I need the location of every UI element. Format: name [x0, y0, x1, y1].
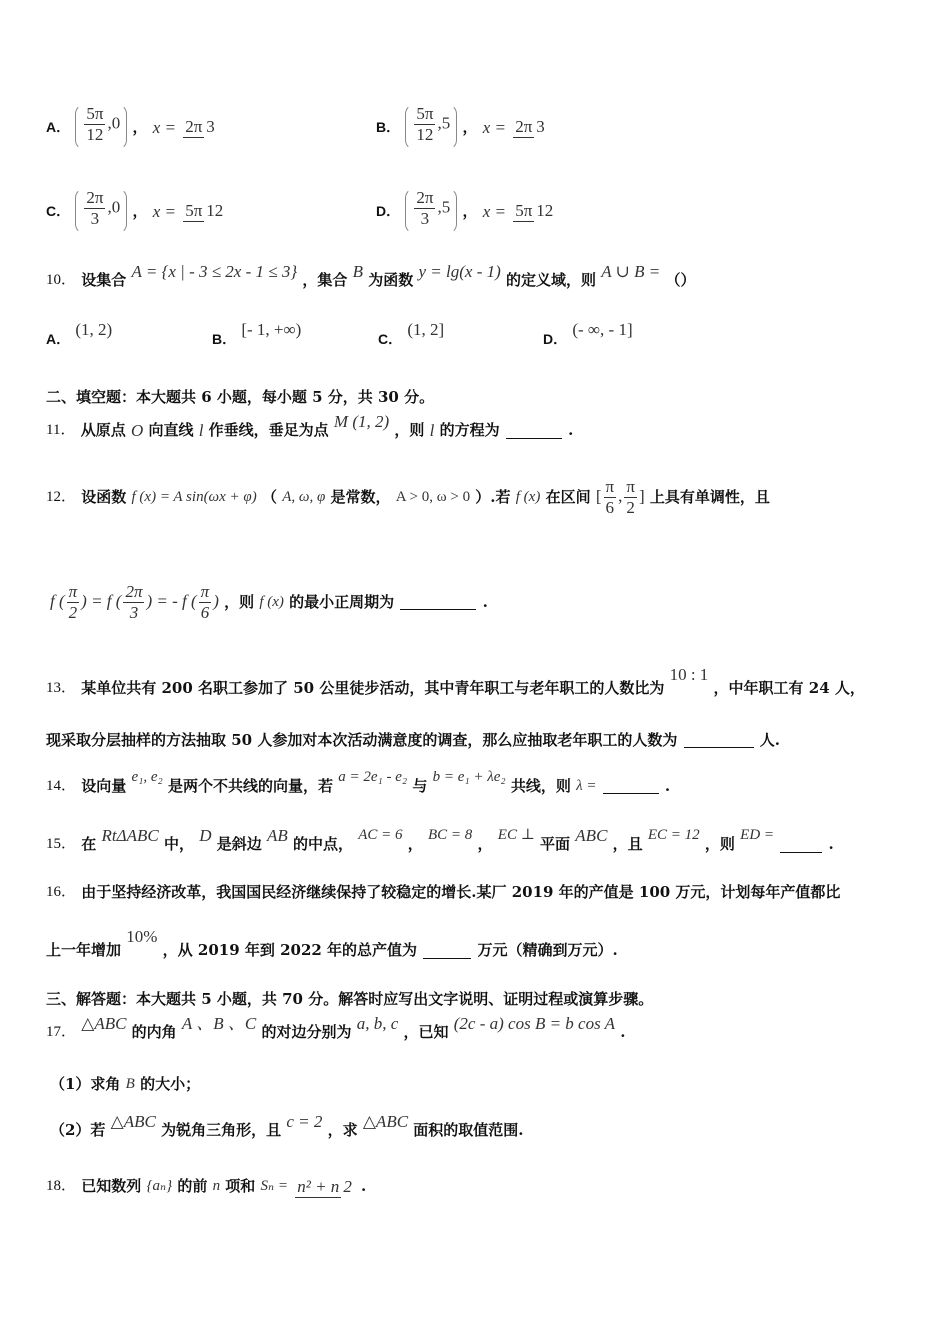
text-fragment: M (1, 2) — [333, 412, 390, 431]
text-fragment: a = 2e₁ - e₂ — [338, 768, 408, 785]
text-fragment — [67, 583, 80, 622]
text-fragment: 的最小正周期为 — [289, 592, 395, 611]
text-fragment: ， — [132, 117, 148, 136]
text-fragment: 由于坚持经济改革，我国国民经济继续保持了较稳定的增长.某厂 2019 年的产值是 100 万元，计划每年产值都比 — [81, 882, 841, 901]
text-fragment: 与 — [412, 776, 428, 795]
text-fragment: f (x) — [515, 488, 541, 505]
text-fragment: 作垂线，垂足为点 — [208, 421, 329, 439]
text-fragment: ， — [477, 835, 493, 853]
question-15 — [46, 826, 834, 853]
text-fragment: π — [626, 477, 635, 496]
text-fragment: l — [198, 421, 204, 440]
text-fragment: l — [429, 421, 435, 440]
answer-blank[interactable] — [423, 943, 471, 959]
q9-option-a[interactable] — [46, 104, 219, 150]
text-fragment: 3 — [420, 208, 430, 228]
text-fragment: 6 — [605, 497, 615, 517]
text-fragment: π — [200, 582, 210, 601]
text-fragment: AB — [266, 826, 288, 845]
text-fragment: e₁, e₂ — [131, 768, 163, 785]
text-fragment: ，求 — [327, 1121, 358, 1139]
text-fragment: B — [352, 262, 364, 281]
text-fragment: 万元（精确到万元）. — [477, 941, 618, 959]
text-fragment: 在 — [81, 835, 97, 853]
text-fragment: [- 1, +∞) — [241, 320, 302, 339]
question-number: 11． — [46, 422, 76, 438]
text-fragment: 6 — [200, 602, 210, 622]
question-10 — [46, 262, 696, 289]
text-fragment: 2 — [626, 497, 635, 517]
text-fragment — [513, 118, 547, 136]
text-fragment: 10% — [126, 927, 158, 946]
question-number: 10． — [46, 272, 77, 288]
text-fragment: 设向量 — [81, 776, 127, 795]
question-13-cont — [46, 732, 780, 748]
text-fragment: f ( — [50, 591, 65, 611]
text-fragment: 2π — [416, 188, 434, 207]
text-fragment: 5π — [185, 201, 203, 221]
text-fragment: . — [482, 592, 488, 611]
option-label: B． — [212, 330, 237, 347]
text-fragment: π — [68, 582, 78, 601]
answer-blank[interactable] — [506, 423, 562, 439]
question-number: 18． — [46, 1178, 77, 1195]
text-fragment: ABC — [575, 826, 608, 845]
question-13 — [46, 665, 865, 697]
text-fragment: a, b, c — [356, 1014, 399, 1033]
text-fragment — [414, 189, 435, 228]
text-fragment: λ = — [576, 777, 597, 794]
text-fragment: O — [130, 421, 144, 440]
option-label: C． — [46, 203, 71, 219]
question-number: 12． — [46, 488, 77, 505]
text-fragment: 2 — [343, 1177, 352, 1196]
text-fragment: c = 2 — [286, 1112, 323, 1131]
text-fragment: 2π — [125, 582, 143, 601]
q10-option-a[interactable] — [46, 320, 113, 347]
text-fragment: ED = — [740, 827, 775, 843]
text-fragment — [604, 478, 617, 517]
text-fragment: n² + n — [297, 1177, 340, 1196]
text-fragment: 的内角 — [131, 1023, 177, 1041]
text-fragment: 上具有单调性，且 — [649, 487, 770, 506]
text-fragment: A > 0, ω > 0 — [395, 488, 471, 505]
text-fragment: 0 — [111, 197, 121, 217]
interval: $\frac{2\pi}{3}$ ,0 — [75, 188, 127, 234]
text-fragment: △ABC — [362, 1112, 409, 1131]
question-number: 13． — [46, 680, 77, 696]
question-17-part-1 — [50, 1076, 200, 1092]
option-label: A． — [46, 119, 71, 135]
text-fragment: 3 — [536, 117, 545, 137]
text-fragment: 12 — [416, 124, 434, 144]
text-fragment: ，已知 — [403, 1023, 449, 1041]
text-fragment: （ — [261, 487, 277, 506]
text-fragment: （2）若 — [50, 1121, 106, 1139]
text-fragment — [513, 202, 555, 220]
text-fragment: 项和 — [225, 1177, 256, 1196]
question-number: 16． — [46, 883, 77, 900]
text-fragment: 现采取分层抽样的方法抽取 50 人参加对本次活动满意度的调查，那么应抽取老年职工的人数为 — [46, 730, 678, 749]
section-heading: 三、解答题：本大题共 5 小题，共 70 分。解答时应写出文字说明、证明过程或演算步骤。 — [46, 990, 654, 1008]
text-fragment: RtΔABC — [101, 826, 159, 845]
text-fragment: △ABC — [110, 1112, 156, 1131]
text-fragment: 5π — [515, 201, 533, 221]
text-fragment: ，则 — [394, 421, 425, 439]
answer-blank[interactable] — [400, 594, 476, 610]
text-fragment: 5π — [416, 104, 434, 123]
text-fragment: (1, 2) — [75, 320, 113, 339]
text-fragment: 某单位共有 200 名职工参加了 50 公里徒步活动，其中青年职工与老年职工的人数比为 — [81, 679, 665, 697]
text-fragment: ，则 — [704, 835, 735, 853]
option-label: D． — [543, 330, 568, 347]
question-18 — [46, 1178, 366, 1196]
text-fragment: 上一年增加 — [46, 941, 122, 959]
text-fragment: 12 — [86, 124, 104, 144]
text-fragment: 从原点 — [80, 421, 126, 439]
text-fragment: 的大小； — [140, 1074, 201, 1093]
text-fragment: x = — [482, 117, 506, 137]
text-fragment — [624, 478, 637, 517]
text-fragment: x = — [152, 117, 176, 137]
text-fragment — [84, 105, 105, 144]
question-14 — [46, 768, 671, 795]
text-fragment: 12 — [536, 201, 554, 221]
text-fragment: 为锐角三角形，且 — [161, 1121, 282, 1139]
q9-option-c[interactable] — [46, 188, 227, 234]
text-fragment: ， — [407, 835, 423, 853]
text-fragment: x = — [152, 201, 176, 221]
text-fragment — [183, 118, 217, 136]
text-fragment — [123, 583, 144, 622]
answer-blank[interactable] — [603, 778, 659, 794]
text-fragment: EC ⊥ — [497, 827, 535, 843]
text-fragment: 5π — [86, 104, 104, 123]
text-fragment: 5 — [441, 113, 451, 133]
text-fragment: 是斜边 — [216, 835, 262, 853]
option-label: C． — [378, 330, 403, 347]
text-fragment: ) — [213, 591, 219, 611]
text-fragment: A 、B 、C — [181, 1014, 257, 1033]
text-fragment: 面积的取值范围. — [413, 1121, 524, 1139]
interval: $\frac{2\pi}{3}$ ,5 — [405, 188, 457, 234]
text-fragment: 5 — [441, 197, 451, 217]
text-fragment: △ABC — [81, 1014, 127, 1033]
text-fragment: 在区间 — [545, 487, 591, 506]
text-fragment: . — [664, 776, 671, 795]
text-fragment: 2 — [68, 602, 78, 622]
text-fragment: ) = - f ( — [146, 591, 197, 611]
text-fragment: (1, 2] — [407, 320, 445, 339]
text-fragment: 的中点， — [292, 835, 353, 853]
text-fragment: 10 : 1 — [669, 665, 709, 684]
text-fragment: 12 — [206, 201, 224, 221]
text-fragment: 2π — [86, 188, 104, 207]
function-expr: f (x) = A sin(ωx + φ) — [131, 488, 257, 505]
answer-blank[interactable] — [780, 837, 822, 853]
text-fragment: Sₙ = — [260, 1178, 288, 1195]
text-fragment: 0 — [111, 113, 121, 133]
question-16 — [46, 884, 840, 900]
fraction — [295, 1178, 354, 1196]
text-fragment: 向直线 — [148, 421, 194, 439]
question-number: 17． — [46, 1024, 77, 1040]
text-fragment: BC = 8 — [428, 827, 473, 843]
text-fragment: 已知数列 — [81, 1177, 142, 1196]
answer-blank[interactable] — [684, 732, 754, 748]
text-fragment: . — [620, 1023, 626, 1041]
text-fragment: 为函数 — [368, 271, 414, 289]
text-fragment: 3 — [129, 602, 139, 622]
text-fragment: 2π — [185, 117, 203, 137]
text-fragment: ) = f ( — [81, 591, 122, 611]
text-fragment: ，且 — [612, 835, 643, 853]
text-fragment: EC = 12 — [647, 827, 700, 843]
option-label: B． — [376, 119, 401, 135]
text-fragment: . — [568, 421, 574, 439]
text-fragment: ，中年职工有 24 人， — [713, 679, 865, 697]
text-fragment: 的方程为 — [439, 421, 500, 439]
text-fragment: ，从 2019 年到 2022 年的总产值为 — [162, 941, 418, 959]
question-number: 14． — [46, 777, 77, 794]
text-fragment: 设集合 — [81, 271, 127, 289]
text-fragment: A ∪ B = — [601, 262, 661, 281]
text-fragment: 平面 — [540, 835, 571, 853]
question-11 — [46, 412, 574, 440]
q9-option-b[interactable] — [376, 104, 549, 150]
q9-option-d[interactable] — [376, 188, 557, 234]
text-fragment — [84, 189, 105, 228]
option-label: D． — [376, 203, 401, 219]
text-fragment: 2π — [515, 117, 533, 137]
text-fragment — [183, 202, 225, 220]
text-fragment: 3 — [206, 117, 215, 137]
question-number: 15． — [46, 836, 77, 852]
text-fragment: . — [361, 1177, 367, 1196]
text-fragment: 的前 — [177, 1177, 208, 1196]
text-fragment: 的定义域，则 — [506, 271, 597, 289]
text-fragment: (- ∞, - 1] — [572, 320, 633, 339]
text-fragment: ）.若 — [475, 487, 511, 506]
text-fragment: ， — [132, 201, 148, 220]
equation — [50, 583, 219, 622]
question-12 — [46, 478, 770, 517]
section-heading: 二、填空题：本大题共 6 小题，每小题 5 分，共 30 分。 — [46, 388, 435, 406]
function-expr: y = lg(x - 1) — [418, 262, 501, 281]
question-17 — [46, 1014, 626, 1041]
q10-option-b[interactable] — [212, 320, 302, 347]
text-fragment: （1）求角 — [50, 1074, 121, 1093]
text-fragment: . — [828, 835, 834, 853]
text-fragment — [414, 105, 435, 144]
interval: $\frac{5\pi}{12}$ ,0 — [75, 104, 127, 150]
question-17-part-2 — [50, 1112, 524, 1139]
text-fragment: f (x) — [259, 593, 284, 610]
interval: $\frac{5\pi}{12}$ ,5 — [405, 104, 457, 150]
text-fragment: n — [212, 1178, 221, 1195]
text-fragment: x = — [482, 201, 506, 221]
text-fragment: 设函数 — [81, 487, 127, 506]
text-fragment: B — [125, 1075, 135, 1092]
option-label: A． — [46, 330, 71, 347]
text-fragment: ， — [462, 117, 478, 136]
text-fragment — [199, 583, 212, 622]
text-fragment: 是常数， — [330, 487, 391, 506]
text-fragment: A, ω, φ — [282, 488, 326, 505]
text-fragment: ，集合 — [302, 271, 348, 289]
q10-option-c[interactable] — [378, 320, 445, 347]
text-fragment: ，则 — [224, 592, 255, 611]
text-fragment: （） — [665, 271, 696, 289]
text-fragment: 人. — [759, 730, 781, 749]
question-16-cont — [46, 927, 618, 959]
text-fragment: π — [605, 477, 615, 496]
text-fragment: AC = 6 — [358, 827, 403, 843]
interval: [ $\frac{\pi}{6}$ , $\frac{\pi}{2}$ ] — [595, 477, 645, 517]
text-fragment: {aₙ} — [146, 1178, 173, 1195]
text-fragment: 共线，则 — [510, 776, 571, 795]
text-fragment: b = e₁ + λe₂ — [432, 768, 506, 785]
text-fragment: D — [199, 826, 212, 845]
q10-option-d[interactable] — [543, 320, 633, 347]
question-12-cont — [50, 583, 488, 622]
set-a: A = {x | - 3 ≤ 2x - 1 ≤ 3} — [131, 262, 298, 281]
text-fragment: 3 — [90, 208, 100, 228]
text-fragment: 是两个不共线的向量，若 — [167, 776, 333, 795]
text-fragment: 中， — [163, 835, 194, 853]
equation: (2c - a) cos B = b cos A — [453, 1014, 616, 1033]
text-fragment: ， — [462, 201, 478, 220]
text-fragment: 的对边分别为 — [261, 1023, 352, 1041]
